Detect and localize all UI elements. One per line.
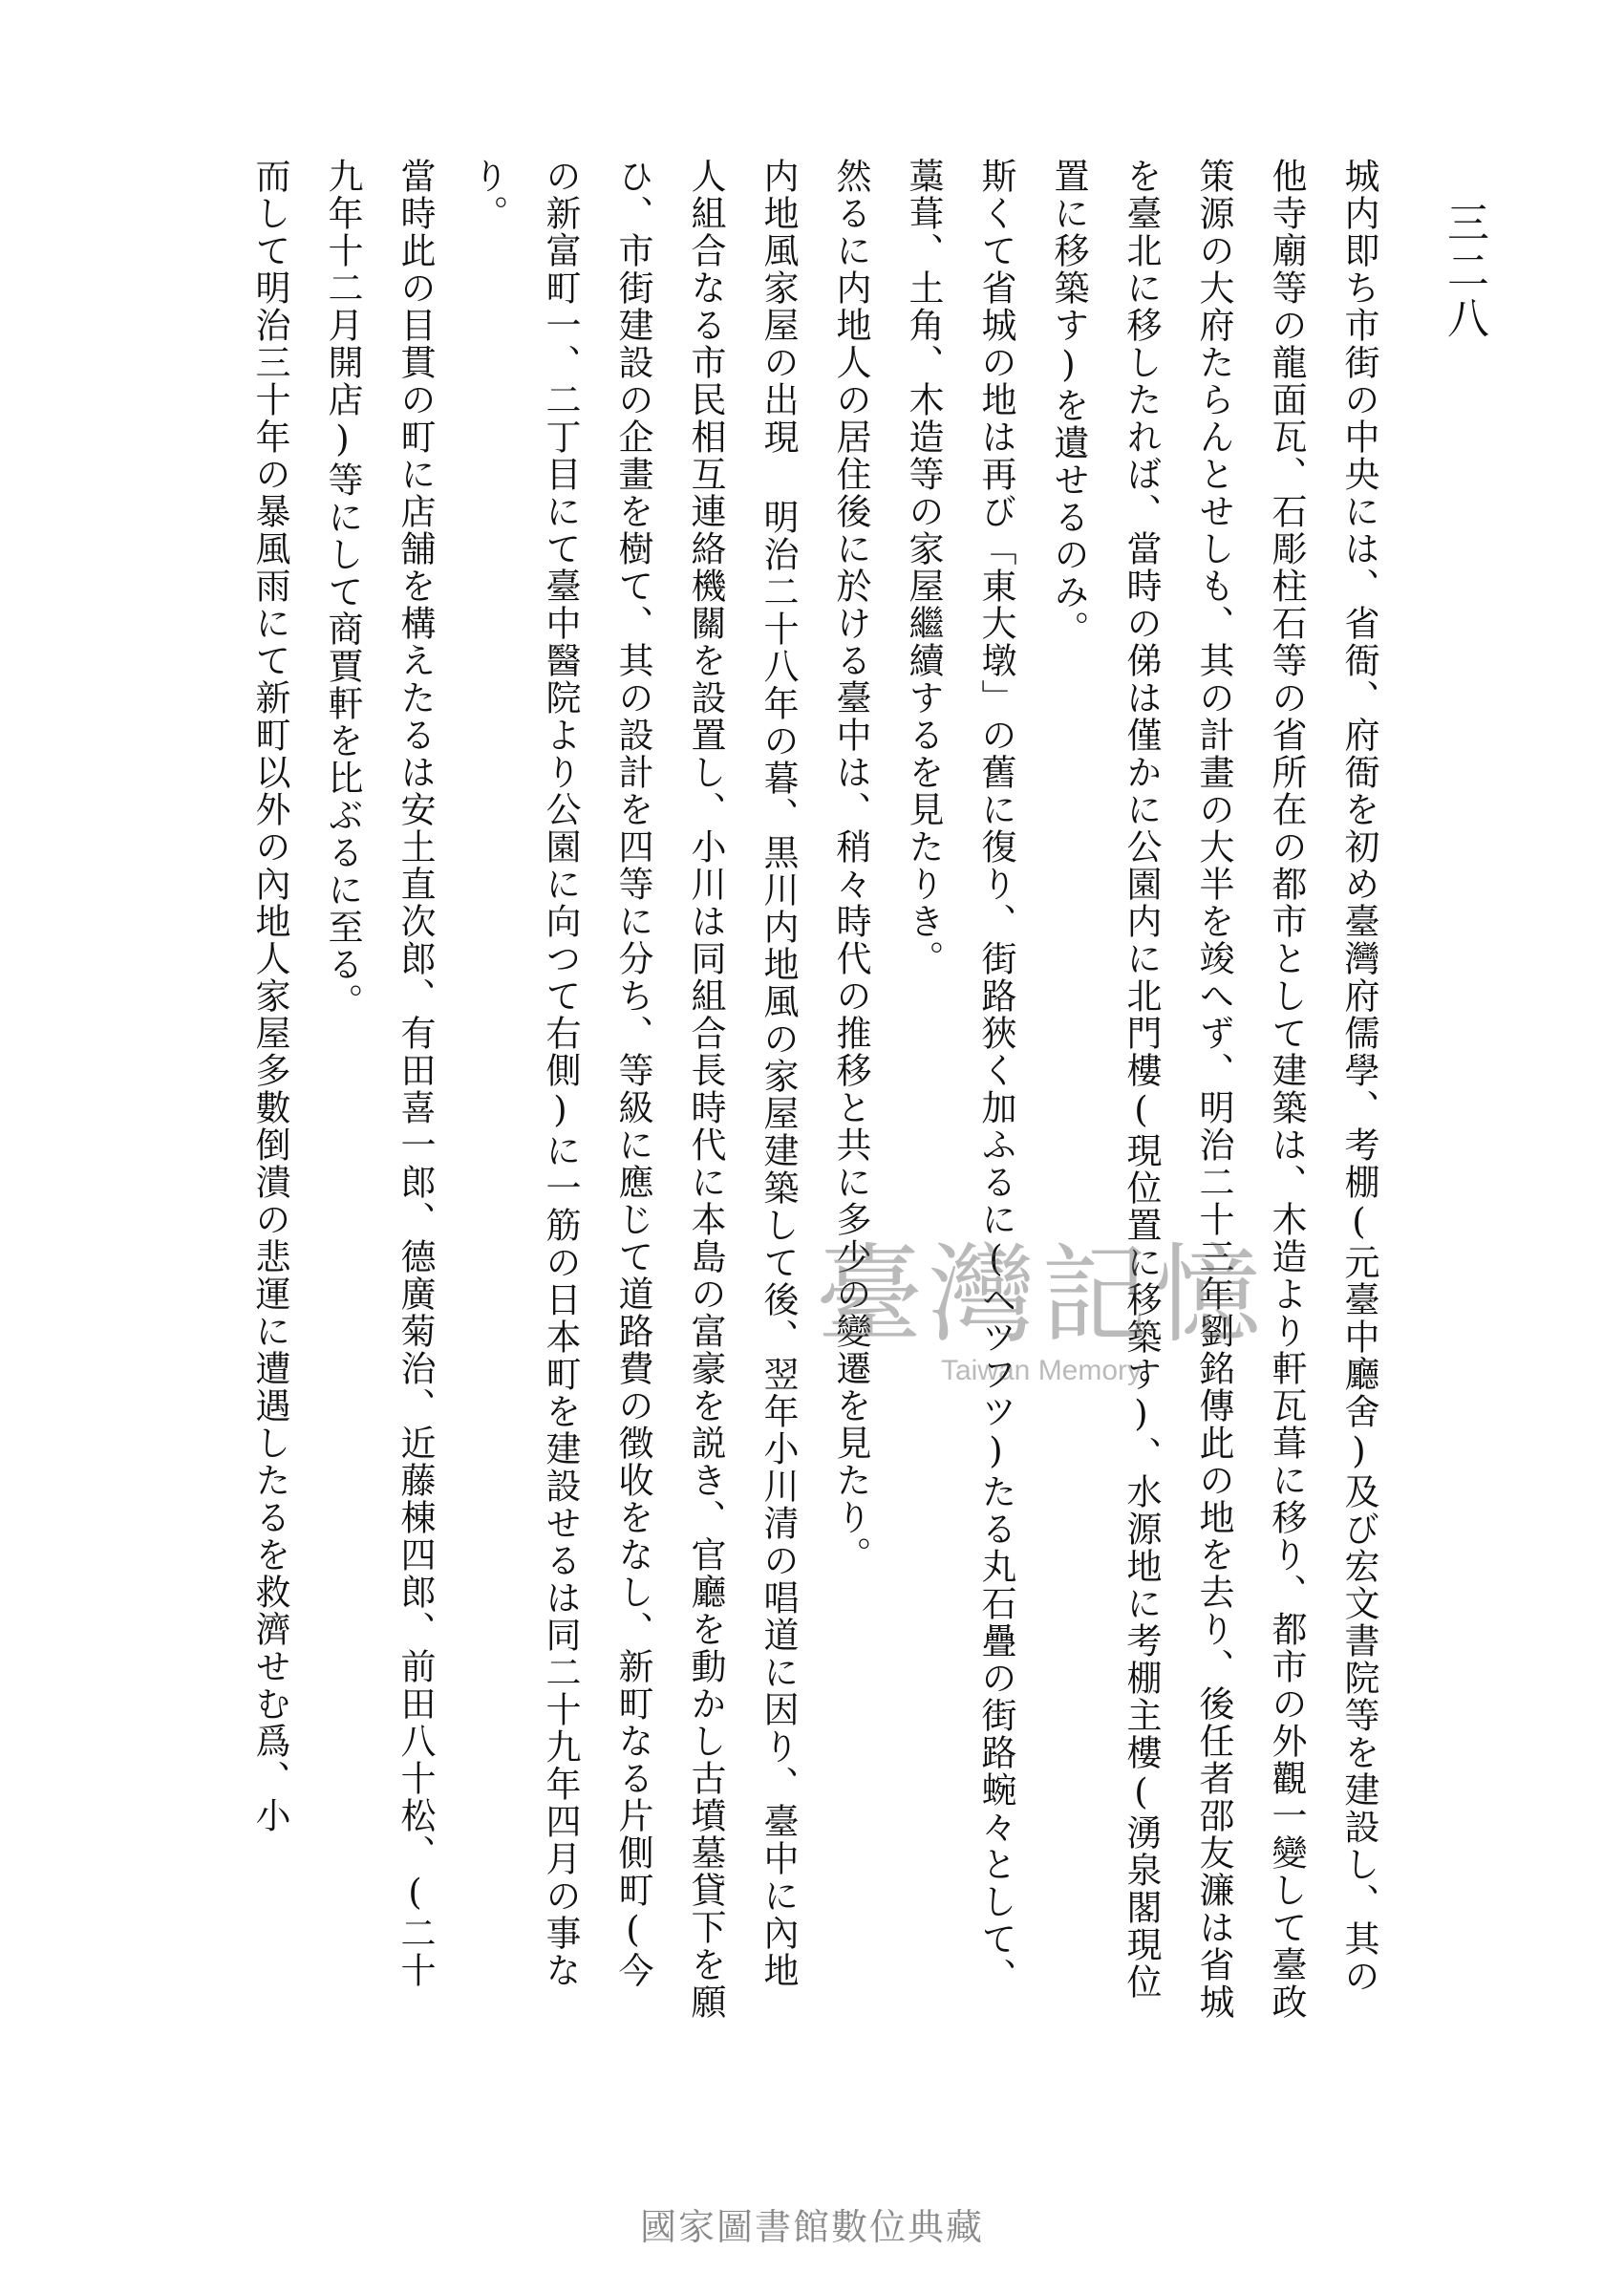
paragraph: 斯くて省城の地は再び「東大墩」の舊に復り、街路狹く加ふるに(ヘツフツ)たる丸石疊の街路蜿々として、藁葺、土角、木造等の家屋繼續するを見たりき。 xyxy=(903,158,1016,1995)
paragraph: 城内即ち市街の中央には、省衙、府衙を初め臺灣府儒學、考棚(元臺中廳舍)及び宏文書院等を建設し、其の他寺廟等の龍面瓦、石彫柱石等の省所在の都市として建築は、木造より軒瓦葺に移り、都市の外觀一變して臺政策源の大府たらんとせしも、其の計畫の大半を竣へず、明治二十三年劉銘傳此の地を去り、後任者邵友濂は省城を臺北に移したれば、當時の俤は僅かに公園内に北門樓(現位置に移築す)、水源地に考棚主樓(湧泉閣現位置に移築す)を遺せるのみ。 xyxy=(1048,158,1379,2021)
paragraph: 而して明治三十年の暴風雨にて新町以外の內地人家屋多數倒潰の悲運に遭遇したるを救濟せむ爲、小 xyxy=(249,158,290,1834)
page-number: 三二八 xyxy=(1440,201,1488,344)
paragraph: 然るに内地人の居住後に於ける臺中は、稍々時代の推移と共に多少の變遷を見たり。 xyxy=(830,158,871,1574)
paragraph: 内地風家屋の出現 明治二十八年の暮、黒川内地風の家屋建築して後、翌年小川清の唱道に因り、臺中に內地人組合なる市民相互連絡機關を設置し、小川は同組合長時代に本島の富豪を説き、官廳を動かし古墳墓貸下を願ひ、市街建設の企畫を樹て、其の設計を四等に分ち、等級に應じて道路費の徴收をなし、新町なる片側町(今の新富町一、二丁目にて臺中醫院より公園に向つて右側)に一筋の日本町を建設せるは同二十九年四月の事なり。 xyxy=(467,158,799,2021)
footer-credit: 國家圖書館數位典藏 xyxy=(639,2206,984,2248)
watermark-subtitle: Taiwan Memory xyxy=(940,1355,1143,1386)
paragraph: 當時此の目貫の町に店舗を構えたるは安土直次郎、有田喜一郎、德廣菊治、近藤棟四郎、前田八十松、(二十九年十二月開店)等にして商賈軒を比ぶるに至る。 xyxy=(322,158,436,1989)
body-text xyxy=(210,158,1395,2025)
watermark-title: 臺灣記憶 xyxy=(816,1233,1267,1358)
